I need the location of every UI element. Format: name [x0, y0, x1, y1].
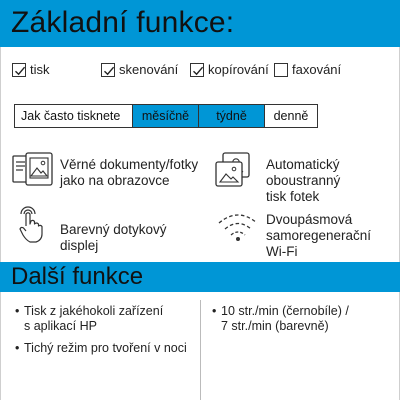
more-features-title: Další funkce [11, 263, 144, 290]
checkbox-fax-label: faxování [292, 62, 342, 77]
duplex-photo-icon [214, 152, 254, 195]
list-item [15, 341, 187, 356]
bullet-dot: • [212, 304, 217, 318]
checkbox-copy-label: kopírování [208, 62, 269, 77]
feature-touch-line2: displej [60, 238, 99, 253]
frequency-option-weekly[interactable]: týdně [199, 105, 265, 127]
feature-wifi [266, 212, 371, 260]
checkbox-scan[interactable] [101, 62, 178, 77]
checkbox-fax-box[interactable] [274, 63, 288, 77]
list-item-line1: 10 str./min (černobíle) / [221, 304, 349, 318]
touch-hand-icon [16, 204, 48, 249]
feature-touch-line1: Barevný dotykový [60, 222, 167, 237]
checkbox-fax[interactable] [274, 62, 341, 77]
list-item [212, 304, 349, 334]
feature-duplex-line2: oboustranný [266, 173, 341, 188]
header-banner [0, 0, 400, 47]
checkbox-print-box[interactable] [12, 63, 26, 77]
feature-duplex-line3: tisk fotek [266, 189, 320, 204]
bullet-dot: • [15, 304, 20, 318]
checkbox-print[interactable] [12, 62, 50, 77]
checkmark-icon [14, 65, 26, 77]
list-item-line2: 7 str./min (barevně) [221, 319, 329, 333]
feature-photo-docs-line2: jako na obrazovce [60, 173, 170, 188]
checkbox-scan-label: skenování [119, 62, 179, 77]
feature-wifi-line3: Wi-Fi [266, 244, 298, 259]
list-item-line1: Tisk z jakéhokoli zařízení [24, 304, 164, 318]
checkmark-icon [103, 65, 115, 77]
more-features-right-column [200, 300, 400, 400]
feature-duplex-line1: Automatický [266, 157, 340, 172]
bullet-dot: • [15, 341, 20, 355]
feature-photo-docs [60, 157, 198, 189]
frequency-option-monthly[interactable]: měsíčně [133, 105, 199, 127]
frequency-question: Jak často tisknete [15, 105, 133, 127]
print-frequency-selector [14, 104, 318, 128]
wifi-icon [216, 212, 260, 247]
page-title: Základní funkce: [11, 6, 235, 39]
function-checklist [12, 62, 392, 80]
list-item-line1: Tichý režim pro tvoření v noci [24, 341, 187, 355]
more-features-banner [0, 262, 400, 292]
checkbox-copy-box[interactable] [190, 63, 204, 77]
checkbox-copy[interactable] [190, 62, 269, 77]
checkmark-icon [192, 65, 204, 77]
feature-wifi-line1: Dvoupásmová [266, 212, 353, 227]
feature-touch [60, 222, 167, 254]
feature-wifi-line2: samoregenerační [266, 228, 372, 243]
checkbox-scan-box[interactable] [101, 63, 115, 77]
page-border-left [0, 0, 1, 400]
checkbox-print-label: tisk [30, 62, 50, 77]
photo-document-icon [12, 152, 54, 193]
frequency-option-daily[interactable]: denně [265, 105, 317, 127]
feature-duplex [266, 157, 340, 205]
list-item [15, 304, 164, 334]
feature-photo-docs-line1: Věrné dokumenty/fotky [60, 157, 199, 172]
list-item-line2: s aplikací HP [24, 319, 97, 333]
